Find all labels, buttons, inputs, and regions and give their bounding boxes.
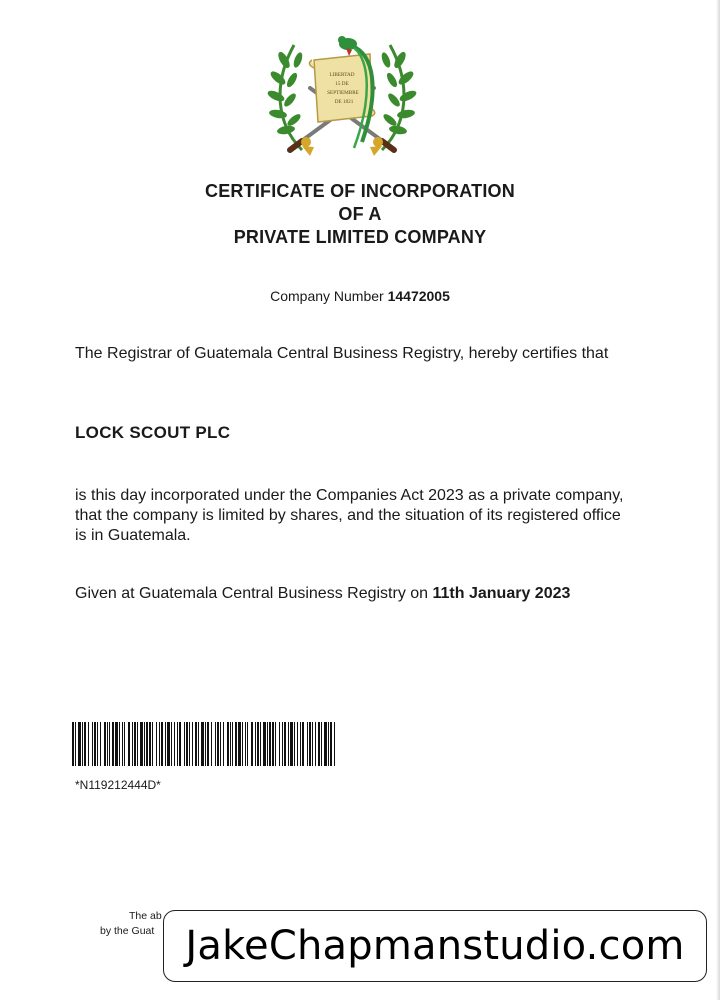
given-text: Given at Guatemala Central Business Registry on <box>75 585 429 602</box>
incorporation-statement: is this day incorporated under the Companies Act 2023 as a private company, that the company is limited by shares, and the situation of its registered office is in Guatemala. <box>75 487 624 544</box>
given-date: 11th January 2023 <box>432 585 571 602</box>
svg-text:15 DE: 15 DE <box>335 81 349 87</box>
coat-of-arms-icon <box>262 30 422 170</box>
title-line: OF A <box>338 204 382 224</box>
given-statement <box>75 584 635 604</box>
svg-text:DE 1821: DE 1821 <box>334 99 354 105</box>
title-line: PRIVATE LIMITED COMPANY <box>233 227 487 247</box>
title-line: CERTIFICATE OF INCORPORATION <box>205 181 515 201</box>
watermark-text: JakeChapmanstudio.com <box>185 923 685 969</box>
laurel-right-icon <box>380 45 418 150</box>
laurel-left-icon <box>266 45 304 150</box>
registrar-statement: The Registrar of Guatemala Central Business Registry, hereby certifies that <box>75 345 609 362</box>
svg-text:SEPTIEMBRE: SEPTIEMBRE <box>327 90 359 96</box>
certificate-title <box>0 180 720 249</box>
barcode-text: *N119212444D* <box>75 778 161 792</box>
watermark-banner <box>163 910 707 982</box>
barcode-icon <box>72 722 336 766</box>
company-number-value: 14472005 <box>387 288 450 304</box>
page-edge-shadow <box>716 0 720 1000</box>
company-number-line <box>0 288 720 304</box>
company-name: LOCK SCOUT PLC <box>75 423 231 442</box>
footer-text-line: The ab <box>129 910 162 922</box>
company-number-label: Company Number <box>270 288 384 304</box>
footer-text-line: by the Guat <box>100 925 155 937</box>
ribbon-icon <box>301 137 383 156</box>
svg-text:LIBERTAD: LIBERTAD <box>329 72 355 78</box>
